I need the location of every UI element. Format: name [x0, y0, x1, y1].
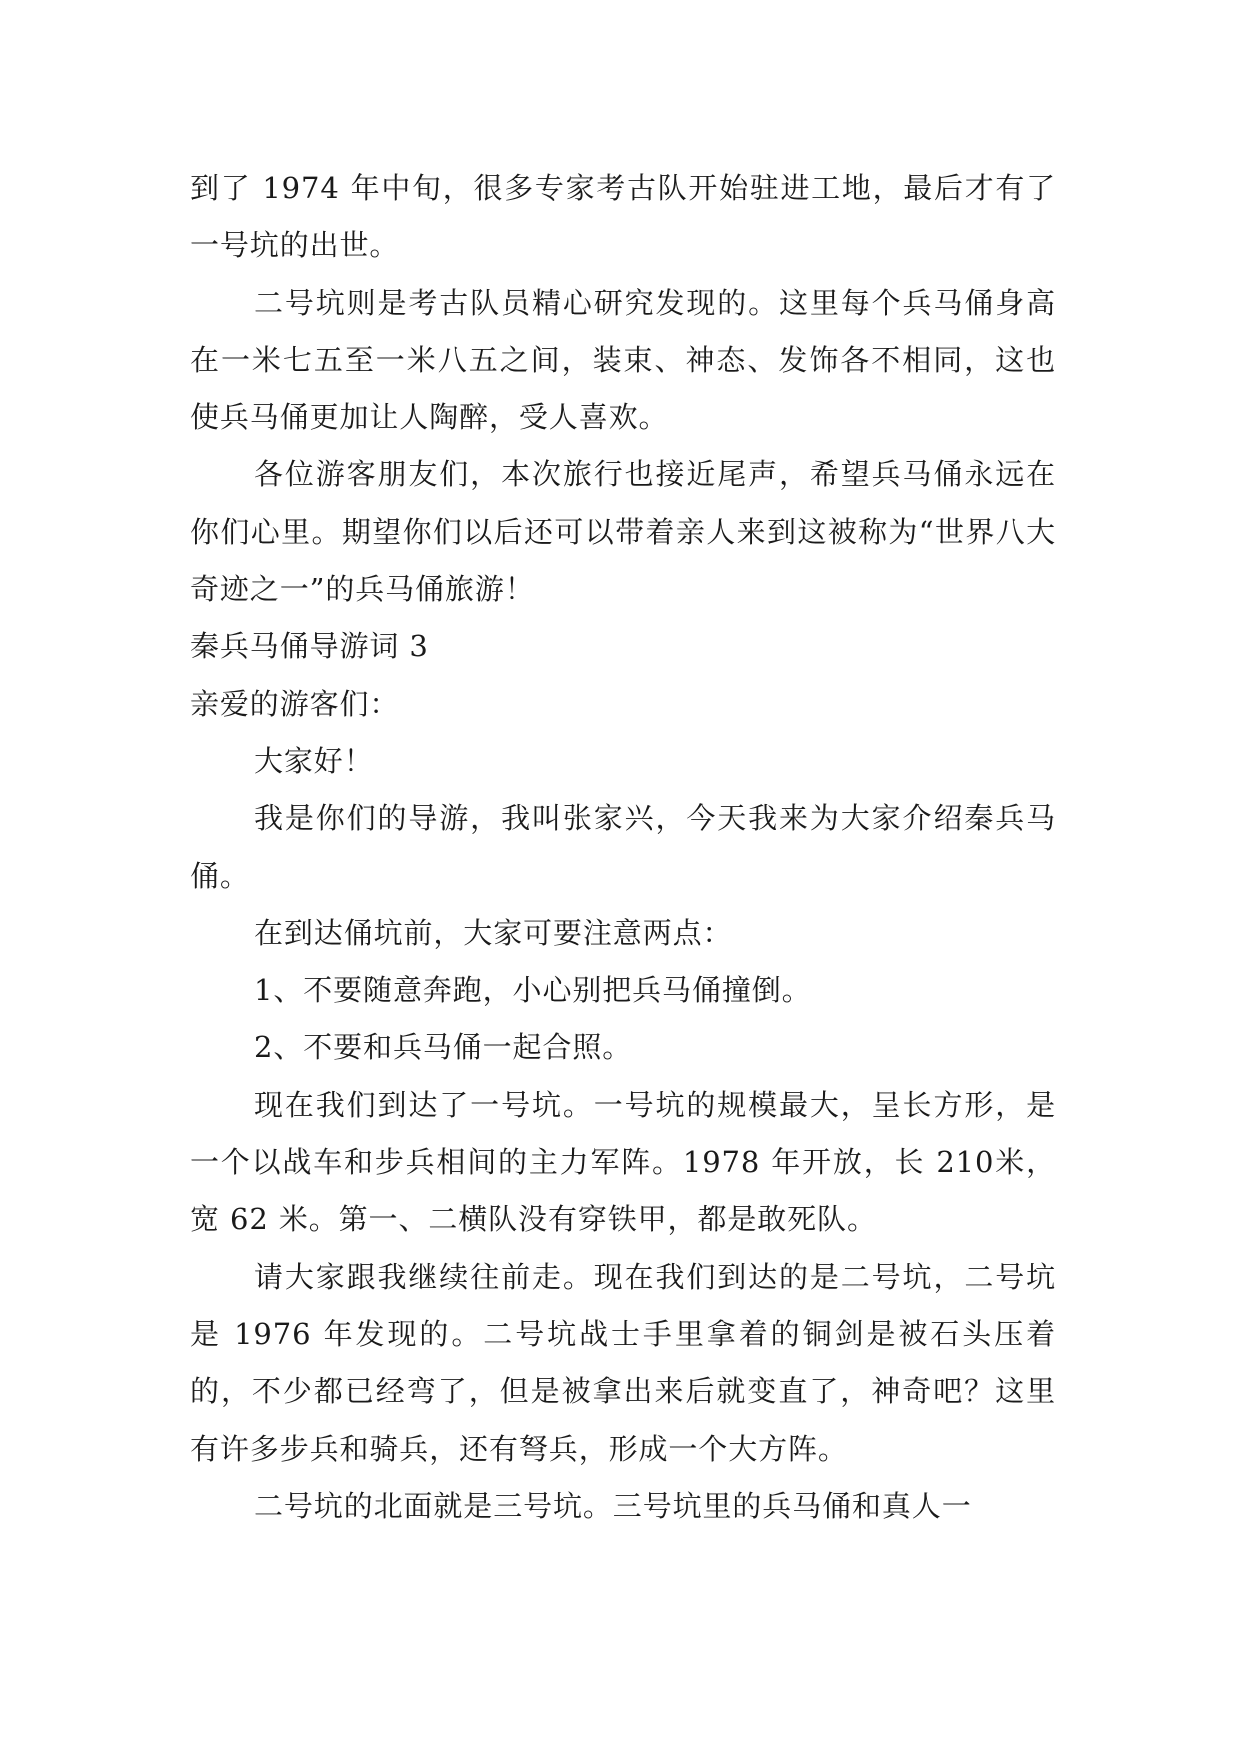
- paragraph-pit-two: 二号坑则是考古队员精心研究发现的。这里每个兵马俑身高在一米七五至一米八五之间，装束、神态、发饰各不相同，这也使兵马俑更加让人陶醉，受人喜欢。: [190, 285, 1056, 435]
- list-item-rule-2: 2、不要和兵马俑一起合照。: [254, 1030, 633, 1065]
- document-body: [190, 160, 1056, 1535]
- paragraph-pit-two-detail: 请大家跟我继续往前走。现在我们到达的是二号坑，二号坑是 1976 年发现的。二号坑战士手里拿着的铜剑是被石头压着的，不少都已经弯了，但是被拿出来后就变直了，神奇吧？这里有许多步兵和骑兵，还有弩兵，形成一个大方阵。: [190, 1259, 1056, 1466]
- section-heading: 秦兵马俑导游词 3: [190, 629, 429, 664]
- paragraph-introduction: 我是你们的导游，我叫张家兴，今天我来为大家介绍秦兵马俑。: [190, 801, 1056, 893]
- paragraph-farewell: 各位游客朋友们，本次旅行也接近尾声，希望兵马俑永远在你们心里。期望你们以后还可以带着亲人来到这被称为“世界八大奇迹之一”的兵马俑旅游！: [190, 457, 1056, 607]
- list-item-rule-1: 1、不要随意奔跑，小心别把兵马俑撞倒。: [254, 973, 812, 1008]
- paragraph-pit-one: 现在我们到达了一号坑。一号坑的规模最大，呈长方形，是一个以战车和步兵相间的主力军阵。1978 年开放，长 210米，宽 62 米。第一、二横队没有穿铁甲，都是敢死队。: [190, 1087, 1056, 1237]
- greeting: 大家好！: [254, 743, 374, 778]
- salutation: 亲爱的游客们：: [190, 686, 400, 721]
- paragraph-pit-three: 二号坑的北面就是三号坑。三号坑里的兵马俑和真人一: [254, 1488, 972, 1523]
- paragraph-continuation: 到了 1974 年中旬，很多专家考古队开始驻进工地，最后才有了一号坑的出世。: [190, 171, 1056, 263]
- paragraph-notice: 在到达俑坑前，大家可要注意两点：: [254, 915, 733, 950]
